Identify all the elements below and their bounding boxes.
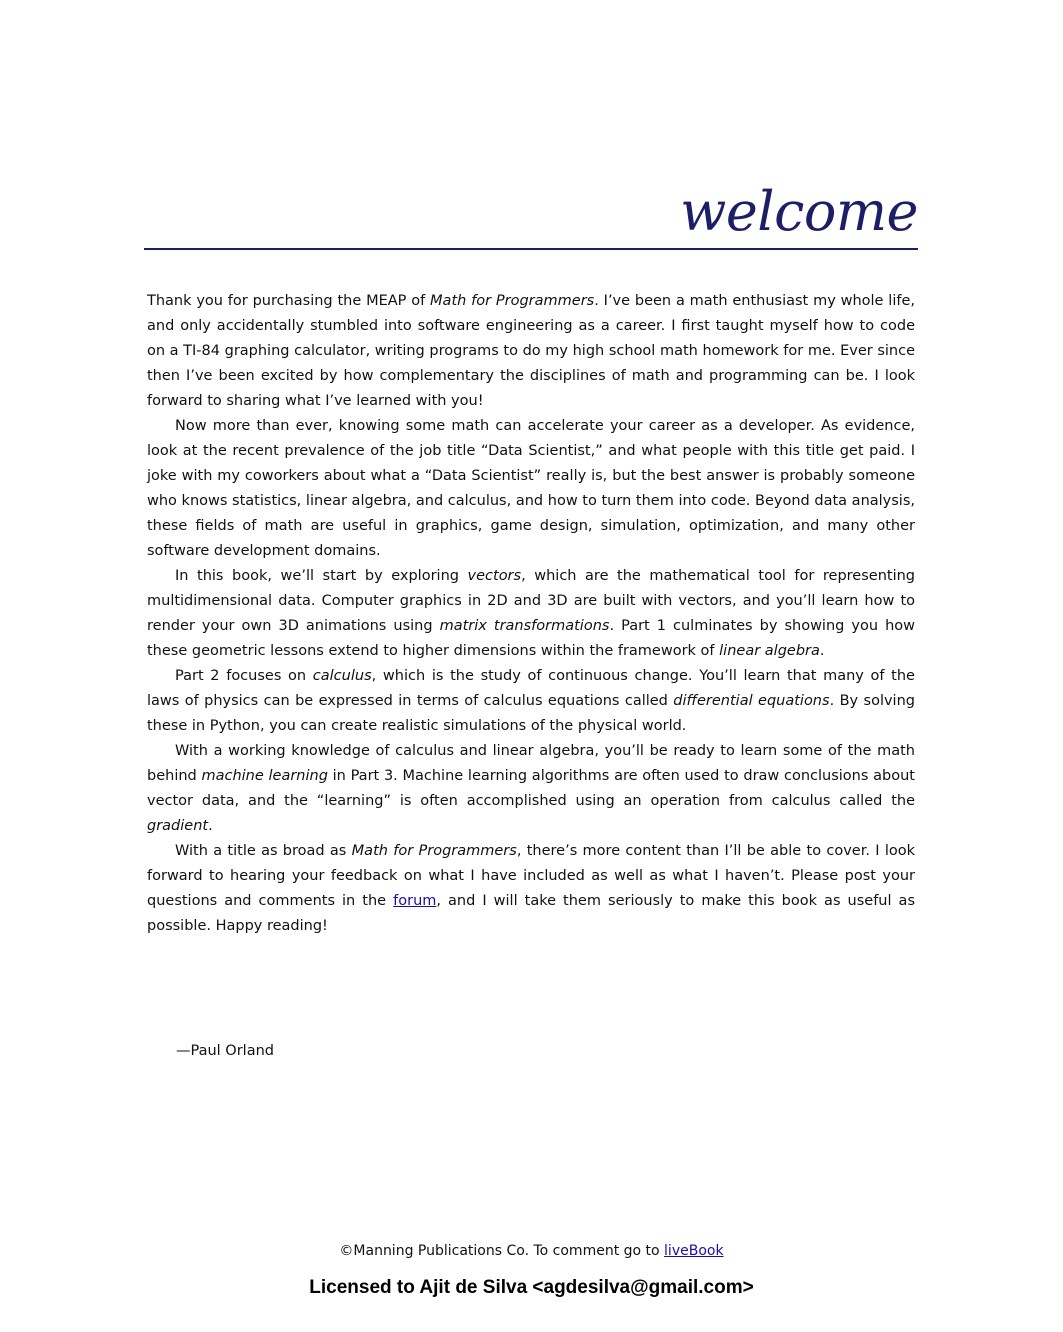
livebook-link[interactable]: liveBook <box>664 1243 724 1259</box>
paragraph-2 <box>147 414 915 564</box>
paragraph-4 <box>147 664 915 739</box>
p6-text-c: , there’s more content than I’ll be able to cover. I look forward to hearing your feedback on what I have included as well as what I haven’t. Please post your questions and comments in the <box>147 843 915 909</box>
p5-text-e: . <box>208 818 213 834</box>
author-signature: —Paul Orland <box>176 1043 274 1059</box>
p3-term-vectors: vectors <box>467 568 522 584</box>
p1-text-c: . I’ve been a math enthusiast my whole life, and only accidentally stumbled into software engineering as a career. I first taught myself how to code on a TI-84 graphing calculator, writing programs to do my high school math homework for me. Ever since then I’ve been excited by how complementary the disciplines of math and programming can be. I look forward to sharing what I’ve learned with you! <box>147 293 915 409</box>
paragraph-1 <box>147 289 915 414</box>
paragraph-5 <box>147 739 915 839</box>
p4-text-e: . By solving these in Python, you can create realistic simulations of the physical world. <box>147 693 915 734</box>
p2-text-a: Now more than ever, knowing some math can accelerate your career as a developer. As evidence, look at the recent prevalence of the job title “Data Scientist,” and what people with this title get paid. I joke with my coworkers about what a “Data Scientist” really is, but the best answer is probably someone who knows statistics, linear algebra, and calculus, and how to turn them into code. Beyond data analysis, these fields of math are useful in graphics, game design, simulation, optimization, and many other software development domains. <box>147 418 915 559</box>
copyright-footer <box>0 1241 1063 1261</box>
p6-text-a: With a title as broad as <box>175 843 352 859</box>
p4-term-calculus: calculus <box>312 668 372 684</box>
p1-book-title: Math for Programmers <box>430 293 595 309</box>
p5-text-c: in Part 3. Machine learning algorithms are often used to draw conclusions about vector data, and the “learning” is often accomplished using an operation from calculus called the <box>147 768 915 809</box>
license-notice: Licensed to Ajit de Silva <agdesilva@gmail.com> <box>309 1277 754 1298</box>
p5-text-a: With a working knowledge of calculus and linear algebra, you’ll be ready to learn some of the math behind <box>147 743 915 784</box>
p5-term-gradient: gradient <box>147 818 209 834</box>
p3-text-a: In this book, we’ll start by exploring <box>175 568 468 584</box>
heading-divider <box>144 248 918 250</box>
p3-term-linear-algebra: linear algebra <box>719 643 820 659</box>
p1-text-a: Thank you for purchasing the MEAP of <box>147 293 431 309</box>
p3-text-e: . Part 1 culminates by showing you how these geometric lessons extend to higher dimensions within the framework of <box>147 618 915 659</box>
p6-book-title: Math for Programmers <box>351 843 517 859</box>
p3-text-g: . <box>819 643 825 659</box>
p6-text-d: , and I will take them seriously to make this book as useful as possible. Happy reading! <box>147 893 915 934</box>
welcome-letter-body <box>147 289 915 939</box>
p3-term-matrix: matrix transformations <box>439 618 610 634</box>
copyright-text: ©Manning Publications Co. To comment go to <box>339 1243 665 1259</box>
p4-text-a: Part 2 focuses on <box>175 668 313 684</box>
p4-term-differential-equations: differential equations <box>673 693 830 709</box>
p5-term-machine-learning: machine learning <box>201 768 328 784</box>
paragraph-3 <box>147 564 915 664</box>
paragraph-6 <box>147 839 915 939</box>
forum-link[interactable]: forum <box>393 893 437 909</box>
p3-text-c: , which are the mathematical tool for representing multidimensional data. Computer graphics in 2D and 3D are built with vectors, and you’ll learn how to render your own 3D animations using <box>147 568 915 634</box>
p4-text-c: , which is the study of continuous change. You’ll learn that many of the laws of physics can be expressed in terms of calculus equations called <box>147 668 915 709</box>
page-heading: welcome <box>680 180 918 243</box>
